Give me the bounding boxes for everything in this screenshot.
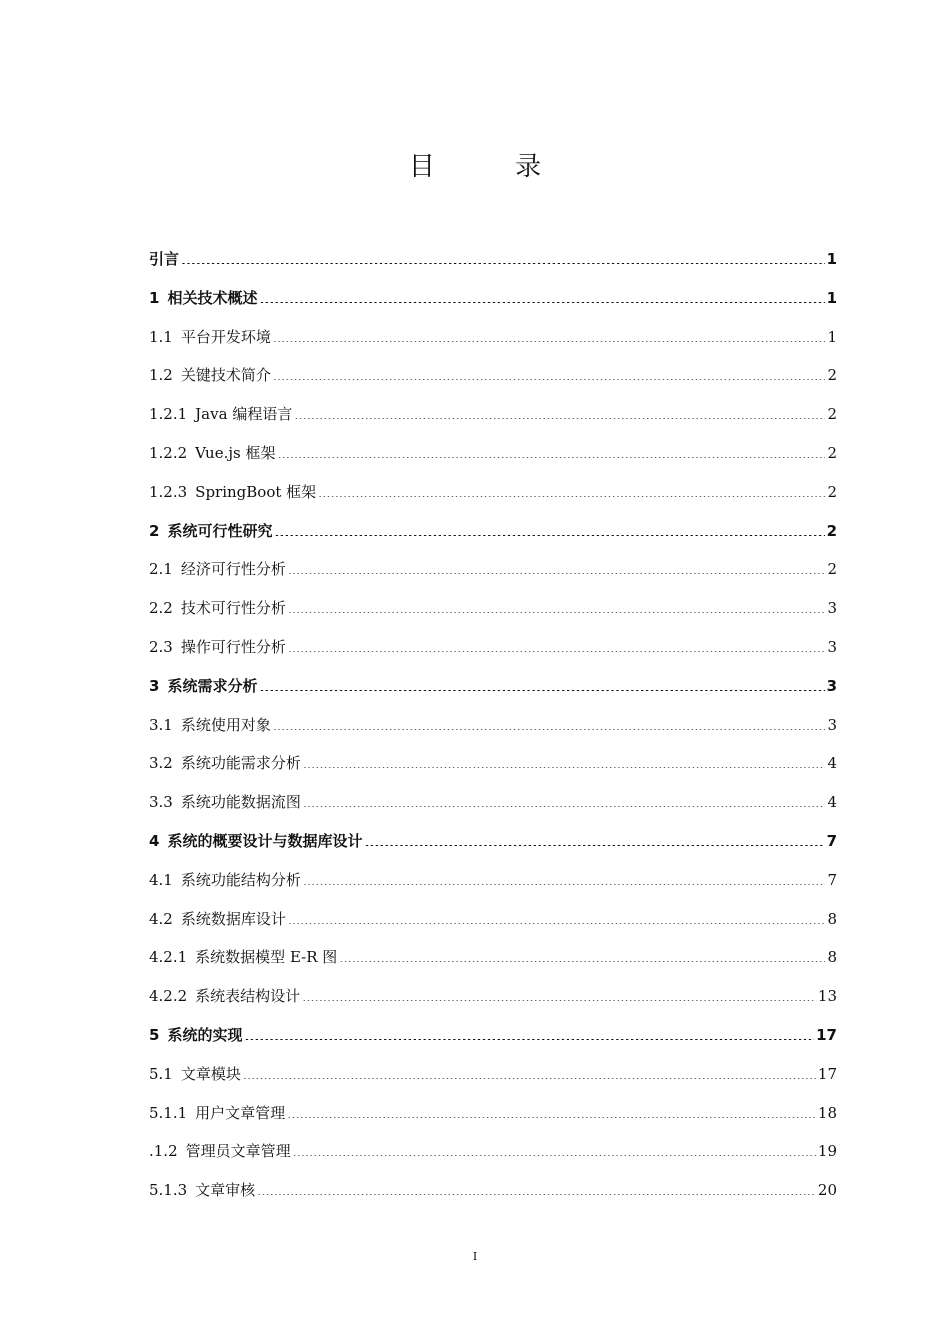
- toc-entry[interactable]: [149, 434, 837, 473]
- dot-leader: [273, 379, 826, 380]
- toc-entry-page: 1: [826, 288, 837, 307]
- dot-leader: [287, 1117, 816, 1118]
- toc-entry[interactable]: [149, 706, 837, 745]
- toc-entry-title: 平台开发环境: [180, 327, 271, 346]
- toc-entry[interactable]: [149, 1055, 837, 1094]
- toc-entry-title: 系统功能结构分析: [180, 870, 301, 889]
- toc-entry-number: 3.2: [149, 754, 173, 773]
- toc-entry[interactable]: [149, 240, 837, 279]
- toc-entry-title: Java 编程语言: [195, 405, 293, 424]
- toc-entry[interactable]: [149, 628, 837, 667]
- toc-entry-number: 5.1.3: [149, 1181, 188, 1200]
- toc-entry-page: 3: [827, 599, 837, 618]
- dot-leader: [273, 729, 826, 730]
- toc-entry-page: 20: [817, 1181, 837, 1200]
- toc-entry-number: 4.2.1: [149, 948, 188, 967]
- toc-entry-page: 17: [816, 1025, 837, 1044]
- toc-entry-number: 1: [149, 288, 160, 307]
- toc-entry-title: 技术可行性分析: [180, 599, 286, 618]
- toc-entry-title: 关键技术简介: [180, 366, 271, 385]
- toc-entry-page: 2: [827, 560, 837, 579]
- toc-entry-page: 2: [826, 521, 837, 540]
- dot-leader: [259, 302, 824, 303]
- toc-entry-page: 2: [827, 443, 837, 462]
- toc-entry-number: 4: [149, 831, 160, 850]
- toc-entry-title: 管理员文章管理: [185, 1142, 291, 1161]
- toc-entry-title: 文章审核: [195, 1181, 256, 1200]
- toc-entry-title: 文章模块: [180, 1064, 241, 1083]
- toc-entry-number: 3.3: [149, 793, 173, 812]
- toc-entry[interactable]: [149, 356, 837, 395]
- toc-entry-page: 4: [827, 793, 837, 812]
- dot-leader: [259, 690, 824, 691]
- toc-entry[interactable]: [149, 900, 837, 939]
- toc-entry-page: 2: [827, 405, 837, 424]
- toc-entry-title: 系统表结构设计: [195, 987, 301, 1006]
- toc-entry-title: 相关技术概述: [167, 288, 258, 307]
- toc-entry-number: 2: [149, 521, 160, 540]
- dot-leader: [181, 263, 825, 264]
- toc-entry-page: 18: [817, 1103, 837, 1122]
- toc-entry[interactable]: [149, 861, 837, 900]
- toc-entry-page: 3: [827, 715, 837, 734]
- toc-entry[interactable]: [149, 318, 837, 357]
- toc-entry[interactable]: [149, 938, 837, 977]
- toc-entry-number: 3.1: [149, 715, 173, 734]
- toc-entry[interactable]: [149, 279, 837, 318]
- toc-entry-number: 4.1: [149, 870, 173, 889]
- dot-leader: [273, 341, 826, 342]
- toc-entry-number: 4.2: [149, 909, 173, 928]
- toc-entry-number: 1.2.2: [149, 443, 188, 462]
- toc-entry[interactable]: [149, 589, 837, 628]
- toc-entry-page: 7: [826, 831, 837, 850]
- dot-leader: [302, 1000, 816, 1001]
- toc-entry[interactable]: [149, 1094, 837, 1133]
- toc-entry-number: 3: [149, 676, 160, 695]
- toc-entry-page: 4: [827, 754, 837, 773]
- page-number: I: [472, 1250, 478, 1263]
- toc-entry-title: 系统的实现: [167, 1025, 243, 1044]
- toc-entry-title: 用户文章管理: [195, 1103, 286, 1122]
- dot-leader: [303, 806, 826, 807]
- toc-entry-page: 3: [826, 676, 837, 695]
- toc-entry[interactable]: [149, 1171, 837, 1210]
- dot-leader: [339, 961, 825, 962]
- toc-entry-title: 操作可行性分析: [180, 637, 286, 656]
- toc-entry-title: 系统的概要设计与数据库设计: [167, 831, 363, 850]
- toc-entry-number: 1.2.1: [149, 405, 188, 424]
- toc-entry-title: 系统可行性研究: [167, 521, 273, 540]
- toc-entry[interactable]: [149, 512, 837, 551]
- dot-leader: [318, 496, 825, 497]
- toc-entry[interactable]: [149, 473, 837, 512]
- dot-leader: [303, 884, 826, 885]
- toc-entry[interactable]: [149, 395, 837, 434]
- toc-entry-number: 5.1.1: [149, 1103, 188, 1122]
- dot-leader: [243, 1078, 816, 1079]
- toc-entry-title: 系统功能需求分析: [180, 754, 301, 773]
- dot-leader: [257, 1194, 816, 1195]
- toc-entry[interactable]: [149, 1132, 837, 1171]
- toc-entry-number: .1.2: [149, 1142, 178, 1161]
- dot-leader: [244, 1039, 814, 1040]
- dot-leader: [294, 418, 825, 419]
- toc-entry-title: 系统使用对象: [180, 715, 271, 734]
- toc-entry[interactable]: [149, 744, 837, 783]
- toc-entry-number: 1.1: [149, 327, 173, 346]
- dot-leader: [288, 612, 826, 613]
- toc-entry-page: 8: [827, 948, 837, 967]
- dot-leader: [364, 845, 824, 846]
- toc-entry[interactable]: [149, 822, 837, 861]
- dot-leader: [288, 923, 826, 924]
- toc-entry-title: 系统需求分析: [167, 676, 258, 695]
- toc-entry-number: 2.2: [149, 599, 173, 618]
- dot-leader: [293, 1155, 816, 1156]
- toc-entry-page: 8: [827, 909, 837, 928]
- dot-leader: [288, 651, 826, 652]
- toc-entry-title: SpringBoot 框架: [195, 482, 317, 501]
- toc-entry-page: 2: [827, 482, 837, 501]
- toc-entry-page: 2: [827, 366, 837, 385]
- toc-entry-number: 5: [149, 1025, 160, 1044]
- toc-entry-page: 3: [827, 637, 837, 656]
- toc-entry-page: 1: [827, 327, 837, 346]
- dot-leader: [274, 535, 824, 536]
- toc-entry-number: 1.2: [149, 366, 173, 385]
- toc-entry-number: 4.2.2: [149, 987, 188, 1006]
- toc-entry-page: 17: [817, 1064, 837, 1083]
- toc-entry-number: 2.1: [149, 560, 173, 579]
- toc-entry[interactable]: [149, 1016, 837, 1055]
- dot-leader: [277, 457, 825, 458]
- toc-entry-title: 经济可行性分析: [180, 560, 286, 579]
- toc-entry-title: 系统功能数据流图: [180, 793, 301, 812]
- toc-entry[interactable]: [149, 977, 837, 1016]
- toc-entry[interactable]: [149, 783, 837, 822]
- toc-entry-title: 系统数据模型 E-R 图: [195, 948, 338, 967]
- toc-entry-page: 7: [827, 870, 837, 889]
- toc-entry-page: 13: [817, 987, 837, 1006]
- dot-leader: [288, 573, 826, 574]
- page-title: 目 录: [408, 152, 578, 182]
- toc-entry-number: 5.1: [149, 1064, 173, 1083]
- toc-entry[interactable]: [149, 667, 837, 706]
- toc-entry-number: 1.2.3: [149, 482, 188, 501]
- toc-entry[interactable]: [149, 550, 837, 589]
- table-of-contents: [149, 240, 837, 1210]
- toc-entry-page: 19: [817, 1142, 837, 1161]
- toc-entry-title: 引言: [149, 250, 180, 268]
- toc-entry-title: Vue.js 框架: [195, 443, 276, 462]
- toc-entry-title: 系统数据库设计: [180, 909, 286, 928]
- toc-entry-number: 2.3: [149, 637, 173, 656]
- toc-entry-page: 1: [826, 250, 837, 268]
- dot-leader: [303, 767, 826, 768]
